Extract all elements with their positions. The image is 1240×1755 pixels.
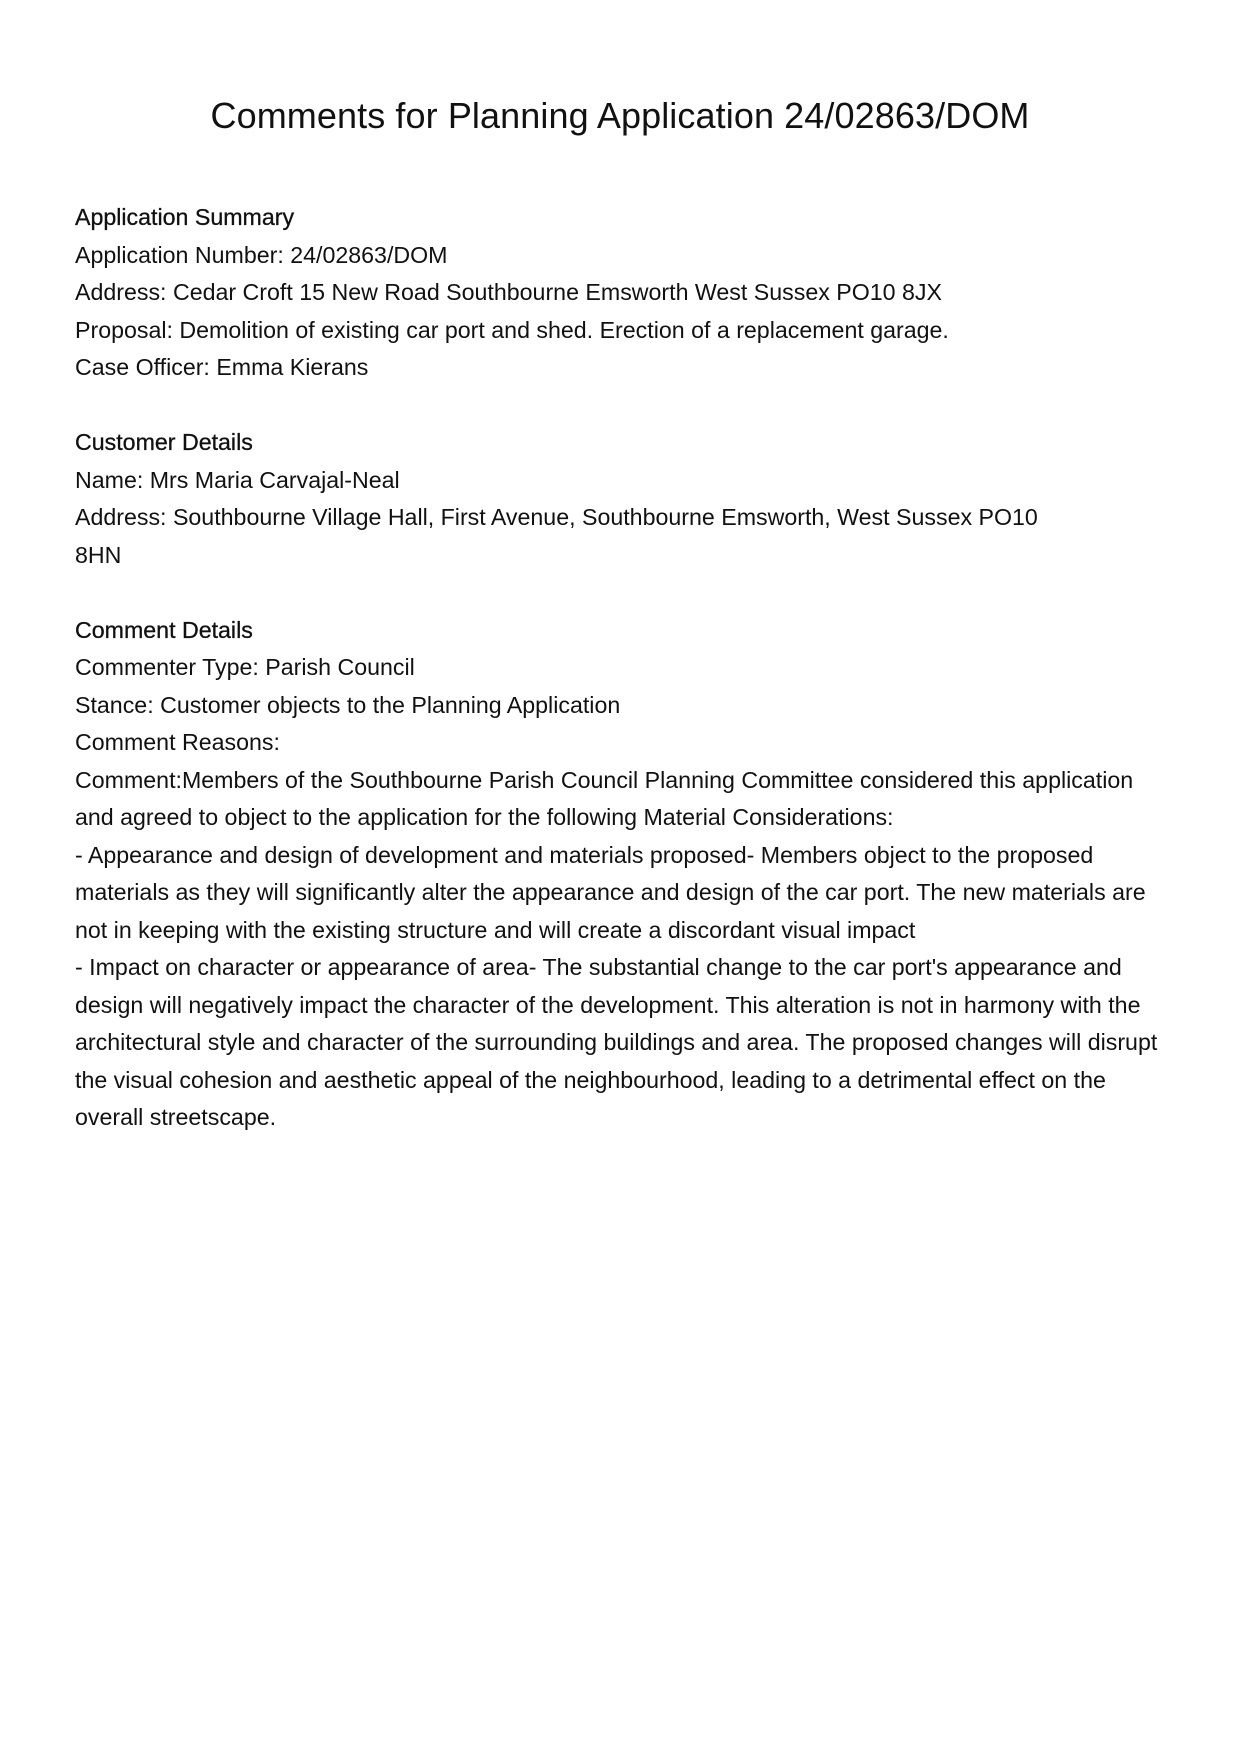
comment-intro: Comment:Members of the Southbourne Parish Council Planning Committee considered this application and agreed to object to the application for the following Material Considerations: [75, 766, 1134, 830]
customer-name: Name: Mrs Maria Carvajal-Neal [75, 466, 400, 493]
customer-details-heading: Customer Details [75, 429, 253, 455]
application-number: Application Number: 24/02863/DOM [75, 241, 448, 268]
comment-reasons-label: Comment Reasons: [75, 729, 280, 755]
page-title: Comments for Planning Application 24/02863/DOM [210, 95, 1030, 136]
application-proposal: Proposal: Demolition of existing car port and shed. Erection of a replacement garage. [75, 316, 949, 343]
commenter-type: Commenter Type: Parish Council [75, 654, 415, 680]
application-summary-heading: Application Summary [75, 204, 295, 230]
customer-details-section [75, 424, 1175, 574]
customer-address-line-1: Address: Southbourne Village Hall, First Avenue, Southbourne Emsworth, West Sussex PO10 [75, 504, 1038, 530]
comment-point-2: - Impact on character or appearance of area- The substantial change to the car port's appearance and design will negatively impact the character of the development. This alteration is not in harmony with the architectural style and character of the surrounding buildings and area. The proposed changes will disrupt the visual cohesion and aesthetic appeal of the neighbourhood, leading to a detrimental effect on the overall streetscape. [75, 954, 1158, 1130]
case-officer: Case Officer: Emma Kierans [75, 354, 369, 380]
document-body [75, 199, 1175, 1137]
application-summary-section [75, 199, 1175, 387]
comment-stance: Stance: Customer objects to the Planning Application [75, 691, 621, 718]
comment-details-section [75, 612, 1175, 1137]
comment-details-heading: Comment Details [75, 616, 253, 643]
comment-point-1: - Appearance and design of development and materials proposed- Members object to the proposed materials as they will significantly alter the appearance and design of the car port. The new materials are not in keeping with the existing structure and will create a discordant visual impact [75, 841, 1146, 943]
application-address: Address: Cedar Croft 15 New Road Southbourne Emsworth West Sussex PO10 8JX [75, 279, 942, 305]
customer-address-line-2: 8HN [75, 541, 122, 568]
